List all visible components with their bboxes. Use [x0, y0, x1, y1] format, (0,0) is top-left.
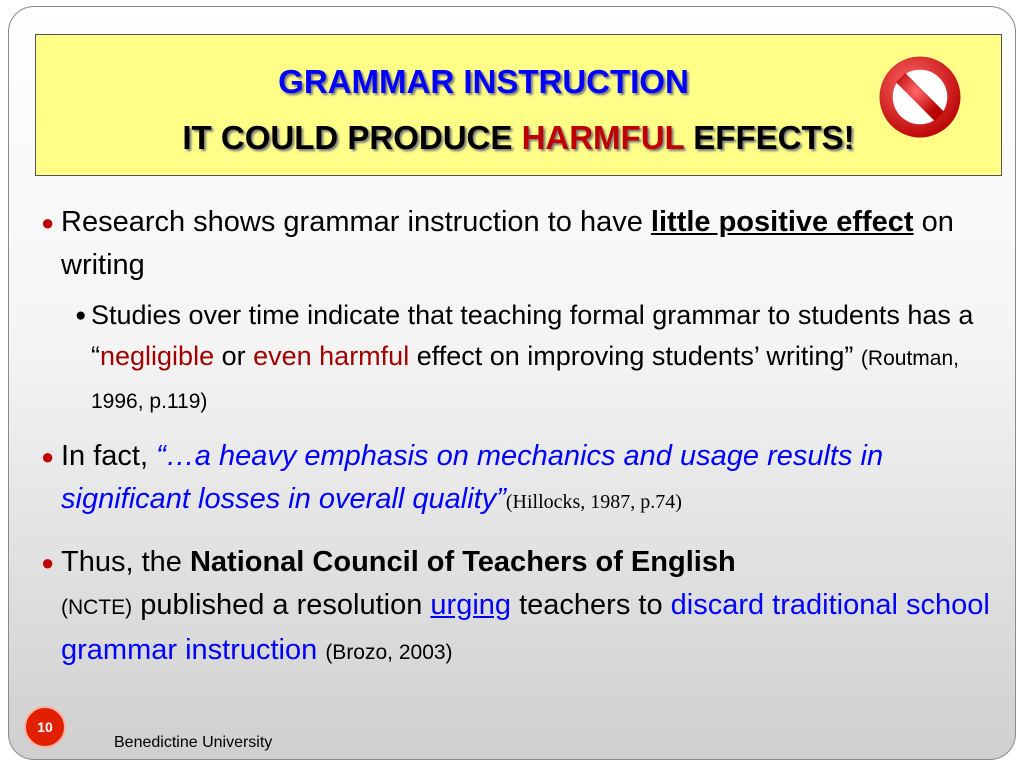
bullet-dot-icon: ●: [41, 550, 55, 575]
bullet-in-fact-quote: “…a heavy emphasis on mechanics and usage results in significant losses in overall quality”: [61, 440, 884, 515]
title-box: [35, 34, 1002, 176]
sub-bullet-citation: (Routman, 1996, p.119): [91, 347, 959, 413]
bullet-research-text: Research shows grammar instruction to have: [61, 206, 651, 238]
bullet-in-fact-text: In fact,: [61, 440, 157, 472]
bullet-in-fact: [41, 435, 1006, 524]
title-line-2: [36, 119, 1001, 157]
bullet-research: [41, 201, 1006, 287]
no-sign-icon: [876, 53, 964, 141]
sub-bullet-text-3: effect on improving students’ writing”: [409, 341, 861, 371]
title-line-2-part-1: IT COULD PRODUCE: [182, 119, 522, 156]
bullet-research-tail: on writing: [61, 206, 954, 281]
sub-bullet-even-harmful: even harmful: [253, 341, 410, 371]
bullet-ncte-action: discard traditional school grammar instruction: [61, 589, 990, 666]
bullet-research-emphasis: little positive effect: [650, 206, 914, 238]
bullet-in-fact-citation: (Hillocks, 1987, p.74): [505, 491, 682, 513]
sub-bullet-text-2: or: [214, 341, 254, 371]
bullet-ncte-text-3: teachers to: [511, 589, 671, 621]
bullet-ncte-text-1: Thus, the: [61, 546, 190, 578]
sub-bullet-text-1: Studies over time indicate that teaching formal grammar to students has a “: [91, 300, 974, 371]
sub-bullet-negligible: negligible: [100, 341, 215, 371]
bullet-ncte-urging-link[interactable]: urging: [430, 589, 512, 621]
bullet-ncte-org: National Council of Teachers of English: [189, 546, 736, 578]
sub-bullet-studies: [75, 295, 1001, 422]
bullet-dot-icon: ●: [41, 444, 55, 469]
bullet-ncte-citation: (Brozo, 2003): [325, 641, 453, 664]
footer-institution: Benedictine University: [114, 734, 273, 751]
bullet-ncte-text-2: published a resolution: [132, 589, 431, 621]
sub-bullet-dot-icon: ●: [75, 305, 87, 326]
title-line-1: GRAMMAR INSTRUCTION: [278, 63, 689, 100]
bullet-ncte-abbr: (NCTE): [61, 596, 133, 619]
title-harmful: HARMFUL: [521, 119, 685, 156]
bullet-ncte: [41, 541, 1006, 674]
slide-number-badge: 10: [24, 706, 66, 748]
bullet-dot-icon: ●: [41, 210, 55, 235]
slide: [8, 6, 1016, 760]
title-line-2-part-3: EFFECTS!: [684, 119, 855, 156]
